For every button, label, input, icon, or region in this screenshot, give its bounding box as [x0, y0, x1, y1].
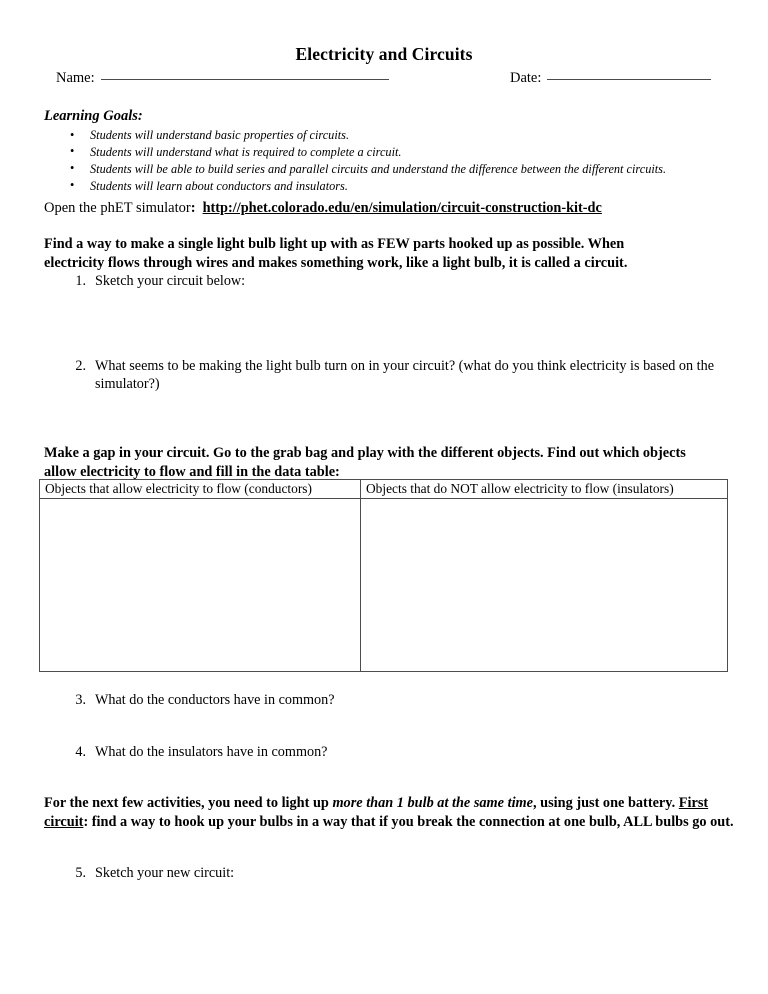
learning-goals-heading: Learning Goals:	[44, 108, 143, 124]
question-number: 4.	[75, 744, 86, 760]
list-item-label: Students will be able to build series and parallel circuits and understand the difference between the different circuits.	[90, 161, 667, 176]
list-item	[44, 161, 734, 177]
question-5	[66, 864, 586, 882]
name-input-rule[interactable]	[101, 79, 389, 80]
bullet-icon: •	[70, 178, 75, 193]
list-item-label: Students will understand basic properties of circuits.	[90, 128, 350, 142]
table-column-header-conductors: Objects that allow electricity to flow (conductors)	[40, 480, 361, 498]
date-field	[510, 70, 711, 87]
page-title: Electricity and Circuits	[295, 44, 473, 64]
question-text: What do the conductors have in common?	[95, 692, 335, 708]
date-input-rule[interactable]	[547, 79, 711, 80]
question-3	[66, 691, 586, 709]
table-cell-conductors[interactable]	[40, 499, 361, 671]
question-4	[66, 743, 586, 761]
instruction-next-activities	[44, 794, 734, 831]
simulator-line	[44, 200, 602, 217]
name-date-row	[44, 70, 728, 90]
instruction-find-a-way: Find a way to make a single light bulb light up with as FEW parts hooked up as possible. When electricity flows through wires and makes something work, like a light bulb, it is called a circuit.	[44, 236, 628, 271]
list-item	[44, 144, 734, 160]
simulator-lead-text: Open the phET simulator	[44, 200, 191, 216]
table-column-header-insulators: Objects that do NOT allow electricity to flow (insulators)	[366, 481, 674, 496]
question-number: 2.	[75, 358, 86, 374]
question-1	[66, 272, 666, 290]
question-text: Sketch your new circuit:	[95, 865, 235, 881]
next-activities-part1: For the next few activities, you need to light up	[44, 795, 333, 811]
table-header-row	[40, 480, 727, 499]
question-number: 3.	[75, 692, 86, 708]
bullet-icon: •	[70, 161, 75, 176]
date-label: Date:	[510, 70, 542, 86]
question-number: 1.	[75, 273, 86, 289]
question-text: What do the insulators have in common?	[95, 744, 328, 760]
learning-goals-list	[44, 127, 734, 195]
question-text: What seems to be making the light bulb turn on in your circuit? (what do you think electricity is based on the simulator?)	[95, 358, 714, 393]
instruction-make-a-gap: Make a gap in your circuit. Go to the grab bag and play with the different objects. Find out which objects allow electricity to flow and fill in the data table:	[44, 445, 686, 480]
next-activities-part2: , using just one battery.	[533, 795, 679, 811]
next-activities-underlined: First circuit	[44, 795, 709, 830]
question-2	[66, 357, 716, 394]
simulator-url-link[interactable]: http://phet.colorado.edu/en/simulation/circuit-construction-kit-dc	[202, 200, 602, 216]
table-row	[40, 499, 727, 671]
table-cell-insulators[interactable]	[361, 499, 727, 671]
next-activities-emphasis: more than 1 bulb at the same time	[332, 795, 534, 811]
simulator-colon: :	[190, 200, 196, 216]
conductors-insulators-table	[39, 479, 728, 672]
name-label: Name:	[56, 70, 95, 86]
name-field	[56, 70, 389, 87]
list-item	[44, 127, 734, 143]
list-item-label: Students will understand what is required to complete a circuit.	[90, 144, 402, 159]
question-text: Sketch your circuit below:	[95, 273, 246, 289]
list-item	[44, 178, 734, 194]
bullet-icon: •	[70, 127, 75, 142]
list-item-label: Students will learn about conductors and insulators.	[90, 178, 348, 193]
bullet-icon: •	[70, 144, 75, 159]
question-number: 5.	[75, 865, 86, 881]
next-activities-part3: : find a way to hook up your bulbs in a way that if you break the connection at one bulb, ALL bulbs go out.	[83, 813, 734, 830]
